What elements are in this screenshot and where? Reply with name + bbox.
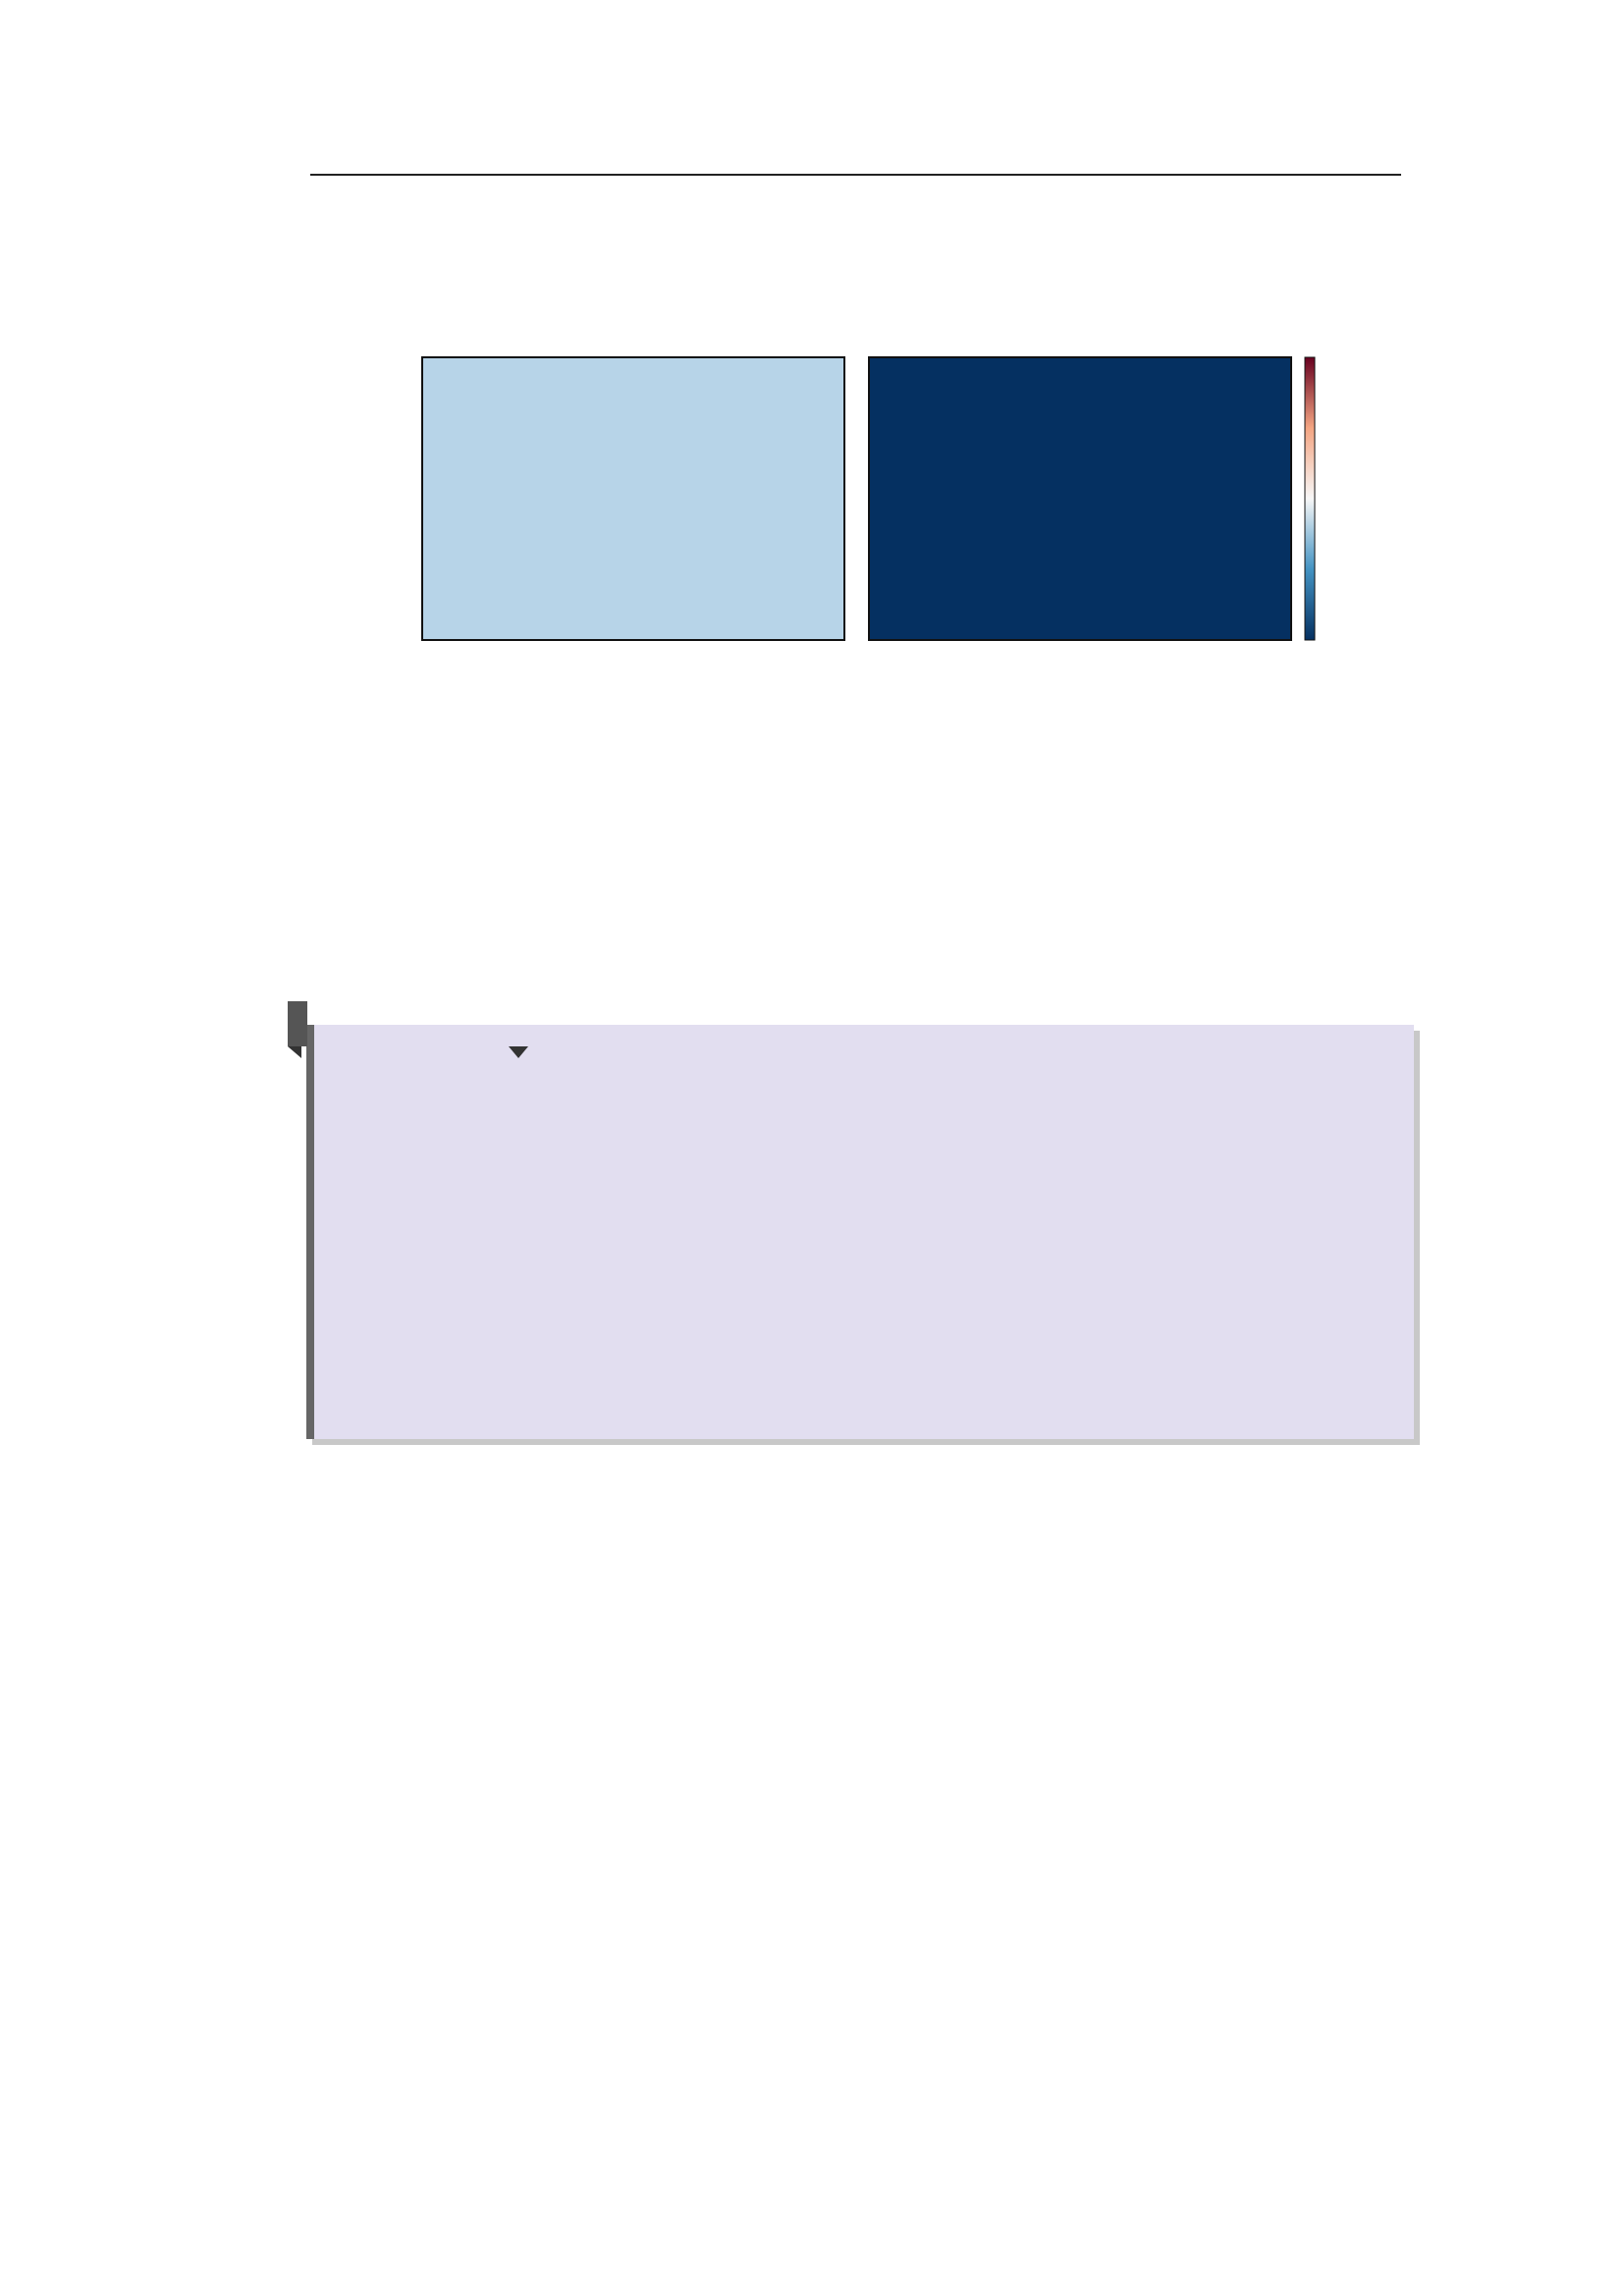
interim-summary-box	[306, 1025, 1414, 1439]
summary-tab-notch-right	[509, 1046, 528, 1058]
interim-summary-tab	[288, 1001, 307, 1046]
running-header	[310, 133, 317, 164]
figure-5-15	[310, 344, 1401, 717]
panel-a-background	[422, 357, 844, 640]
summary-tab-notch-left	[288, 1046, 301, 1058]
panel-b-background	[869, 357, 1291, 640]
figure-svg	[310, 344, 1401, 717]
colorbar	[1305, 357, 1315, 640]
section-heading	[310, 1518, 321, 1560]
header-rule	[310, 174, 1401, 176]
panel-a	[422, 357, 844, 640]
panel-b	[869, 357, 1291, 640]
